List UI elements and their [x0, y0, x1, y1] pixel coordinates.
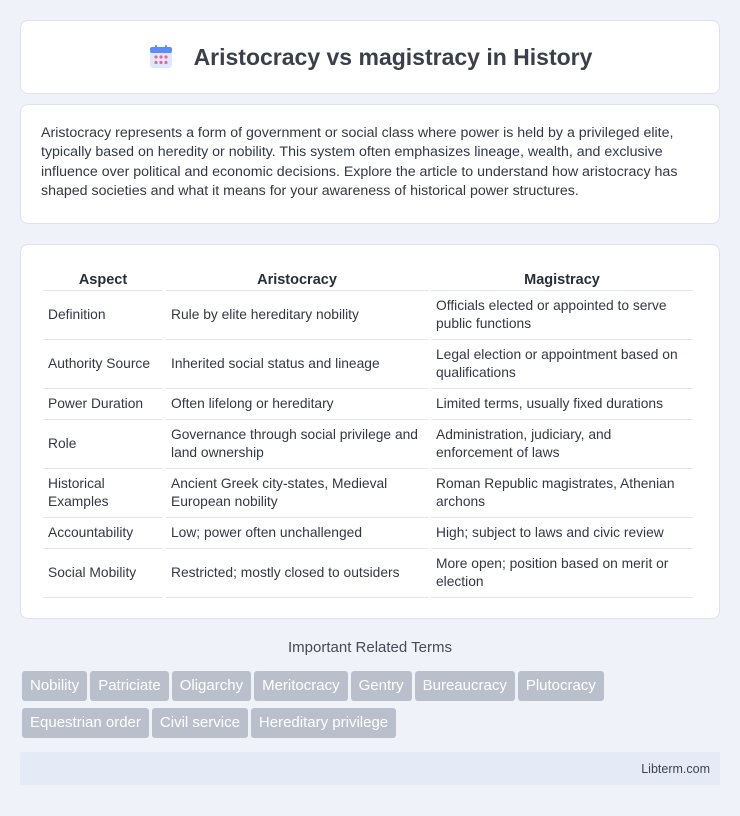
- table-row: [43, 340, 693, 389]
- related-terms-heading: Important Related Terms: [288, 639, 452, 656]
- magistracy-cell: Officials elected or appointed to serve public functions: [431, 291, 693, 340]
- intro-card: [20, 104, 720, 224]
- aspect-cell: Historical Examples: [43, 469, 163, 518]
- magistracy-cell: Administration, judiciary, and enforcement of laws: [431, 420, 693, 469]
- aristocracy-cell: Governance through social privilege and land ownership: [166, 420, 428, 469]
- tag-meritocracy[interactable]: Meritocracy: [254, 671, 348, 701]
- tag-nobility[interactable]: Nobility: [22, 671, 87, 701]
- column-header-aspect: Aspect: [43, 265, 163, 291]
- table-row: [43, 291, 693, 340]
- table-row: [43, 469, 693, 518]
- tag-civil-service[interactable]: Civil service: [152, 708, 248, 738]
- tag-equestrian-order[interactable]: Equestrian order: [22, 708, 149, 738]
- aristocracy-cell: Rule by elite hereditary nobility: [166, 291, 428, 340]
- magistracy-cell: Legal election or appointment based on qualifications: [431, 340, 693, 389]
- tag-patriciate[interactable]: Patriciate: [90, 671, 169, 701]
- aspect-cell: Social Mobility: [43, 549, 163, 598]
- tag-bureaucracy[interactable]: Bureaucracy: [415, 671, 515, 701]
- page-title: Aristocracy vs magistracy in History: [193, 43, 593, 70]
- comparison-table-card: [20, 244, 720, 619]
- table-row: [43, 420, 693, 469]
- aristocracy-cell: Low; power often unchallenged: [166, 518, 428, 549]
- tag-hereditary-privilege[interactable]: Hereditary privilege: [251, 708, 396, 738]
- table-header-row: [43, 265, 693, 291]
- aspect-cell: Accountability: [43, 518, 163, 549]
- comparison-table: [40, 265, 696, 598]
- aristocracy-cell: Ancient Greek city-states, Medieval European nobility: [166, 469, 428, 518]
- footer-site-link[interactable]: Libterm.com: [641, 762, 710, 776]
- column-header-magistracy: Magistracy: [431, 265, 693, 291]
- aristocracy-cell: Inherited social status and lineage: [166, 340, 428, 389]
- intro-text: Aristocracy represents a form of government or social class where power is held by a privileged elite, typically based on heredity or nobility. This system often emphasizes lineage, wealth, and exclusive influence over political and economic decisions. Explore the article to understand how aristocracy has shaped societies and what it means for your awareness of historical power structures.: [41, 125, 678, 199]
- magistracy-cell: Limited terms, usually fixed durations: [431, 389, 693, 420]
- aspect-cell: Authority Source: [43, 340, 163, 389]
- tag-oligarchy[interactable]: Oligarchy: [172, 671, 251, 701]
- footer: [20, 752, 720, 785]
- aristocracy-cell: Restricted; mostly closed to outsiders: [166, 549, 428, 598]
- table-row: [43, 549, 693, 598]
- aspect-cell: Power Duration: [43, 389, 163, 420]
- magistracy-cell: More open; position based on merit or election: [431, 549, 693, 598]
- table-row: [43, 518, 693, 549]
- magistracy-cell: Roman Republic magistrates, Athenian archons: [431, 469, 693, 518]
- tag-gentry[interactable]: Gentry: [351, 671, 412, 701]
- related-terms-list: [22, 671, 722, 745]
- column-header-aristocracy: Aristocracy: [166, 265, 428, 291]
- magistracy-cell: High; subject to laws and civic review: [431, 518, 693, 549]
- table-row: [43, 389, 693, 420]
- header-card: [20, 20, 720, 94]
- aspect-cell: Role: [43, 420, 163, 469]
- aristocracy-cell: Often lifelong or hereditary: [166, 389, 428, 420]
- aspect-cell: Definition: [43, 291, 163, 340]
- calendar-icon: [148, 44, 174, 70]
- tag-plutocracy[interactable]: Plutocracy: [518, 671, 604, 701]
